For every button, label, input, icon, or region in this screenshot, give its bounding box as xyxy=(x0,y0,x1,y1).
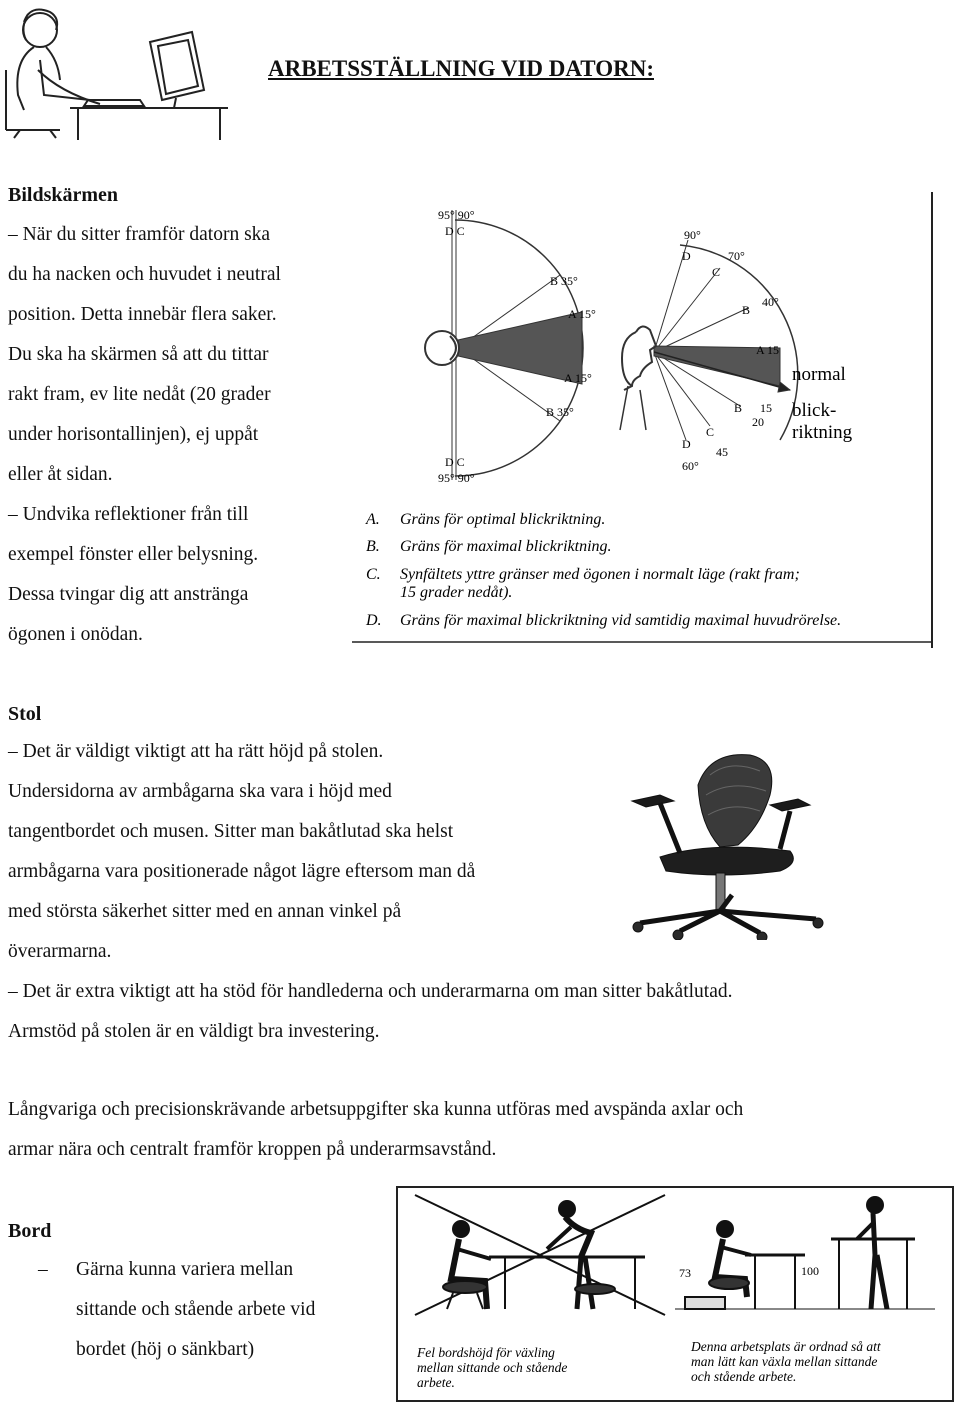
text-line: Långvariga och precisionskrävande arbetsuppgifter ska kunna utföras med avspända axlar och xyxy=(8,1099,744,1120)
label-73: 73 xyxy=(679,1266,691,1280)
label-60-side: 60° xyxy=(682,459,699,473)
text-line: tangentbordet och musen. Sitter man bakåtlutad ska helst xyxy=(8,821,454,842)
label-a15-bot: A 15° xyxy=(564,371,592,385)
legend-text-c2: 15 grader nedåt). xyxy=(400,584,513,601)
text-line: under horisontallinjen), ej uppåt xyxy=(8,424,259,445)
bord-dash: – xyxy=(38,1259,48,1280)
text-line: – Undvika reflektioner från till xyxy=(8,504,249,525)
page-title: ARBETSSTÄLLNING VID DATORN: xyxy=(268,56,654,81)
bildskarmen-text xyxy=(8,215,281,655)
text-line: ögonen i onödan. xyxy=(8,624,143,645)
text-line: position. Detta innebär flera saker. xyxy=(8,304,277,325)
label-95-90-bot: 95° 90° xyxy=(438,471,475,485)
caption-right-line1: Denna arbetsplats är ordnad så att xyxy=(691,1339,881,1354)
label-b35-bot: B 35° xyxy=(546,405,574,419)
legend-text-a: Gräns för optimal blickriktning. xyxy=(400,511,606,528)
text-line: – När du sitter framför datorn ska xyxy=(8,224,271,245)
text-line: Gärna kunna variera mellan xyxy=(76,1259,294,1280)
label-20-side: 20 xyxy=(752,415,764,429)
text-line: eller åt sidan. xyxy=(8,464,113,485)
caption-left-line1: Fel bordshöjd för växling xyxy=(417,1345,555,1360)
label-70-side: 70° xyxy=(728,249,745,263)
label-d-top-side: D xyxy=(682,249,691,263)
text-line: Du ska ha skärmen så att du tittar xyxy=(8,344,269,365)
caption-right-line2: man lätt kan växla mellan sittande xyxy=(691,1354,878,1369)
office-chair-image xyxy=(620,745,900,940)
label-a15-side: A 15 xyxy=(756,343,780,357)
person-at-computer-illustration xyxy=(0,0,240,140)
text-line: – Det är väldigt viktigt att ha rätt höjd på stolen. xyxy=(8,741,384,762)
text-line: du ha nacken och huvudet i neutral xyxy=(8,264,281,285)
label-dc-bot: D C xyxy=(445,455,465,469)
legend-text-c: Synfältets yttre gränser med ögonen i normalt läge (rakt fram; xyxy=(400,566,800,583)
label-dc-top: D C xyxy=(445,224,465,238)
text-line: armbågarna vara positionerade något lägre eftersom man då xyxy=(8,861,476,882)
text-line: armar nära och centralt framför kroppen på underarmsavstånd. xyxy=(8,1139,497,1160)
caption-left-line2: mellan sittande och stående xyxy=(417,1360,568,1375)
label-40-side: 40° xyxy=(762,295,779,309)
label-45-side: 45 xyxy=(716,445,728,459)
label-90-side: 90° xyxy=(684,228,701,242)
text-line: Dessa tvingar dig att anstränga xyxy=(8,584,249,605)
text-line: – Det är extra viktigt att ha stöd för handlederna och underarmarna om man sitter bakåtlutad. xyxy=(8,981,733,1002)
label-100: 100 xyxy=(801,1264,819,1278)
label-riktning: riktning xyxy=(792,422,853,443)
section-heading-stol: Stol xyxy=(8,703,42,725)
section-heading-bildskarmen: Bildskärmen xyxy=(8,184,119,206)
label-normal: normal xyxy=(792,364,846,385)
text-line: Undersidorna av armbågarna ska vara i höjd med xyxy=(8,781,392,802)
text-line: exempel fönster eller belysning. xyxy=(8,544,259,565)
top-view-diagram xyxy=(425,210,583,480)
legend-key-d: D. xyxy=(366,612,382,629)
legend-text-b: Gräns för maximal blickriktning. xyxy=(400,538,612,555)
text-line: med största säkerhet sitter med en annan vinkel på xyxy=(8,901,402,922)
label-d-bot-side: D xyxy=(682,437,691,451)
desk-height-figure xyxy=(395,1185,957,1405)
label-c-top-side: C xyxy=(712,265,721,279)
text-line: rakt fram, ev lite nedåt (20 grader xyxy=(8,384,271,405)
caption-right-line3: och stående arbete. xyxy=(691,1369,797,1384)
label-blick: blick- xyxy=(792,400,837,421)
label-c-bot-side: C xyxy=(706,425,715,439)
vision-legend xyxy=(365,511,841,629)
text-line: Armstöd på stolen är en väldigt bra investering. xyxy=(8,1021,380,1042)
vision-field-diagram xyxy=(350,190,940,650)
legend-key-b: B. xyxy=(366,538,380,555)
text-line: sittande och stående arbete vid xyxy=(76,1299,316,1320)
label-95-90-top: 95° 90° xyxy=(438,208,475,222)
label-15-side: 15 xyxy=(760,401,772,415)
label-b-top-side: B xyxy=(742,303,751,317)
label-b35-top: B 35° xyxy=(550,274,578,288)
label-a15-top: A 15° xyxy=(568,307,596,321)
caption-left-line3: arbete. xyxy=(417,1375,455,1390)
text-line: bordet (höj o sänkbart) xyxy=(76,1339,255,1360)
text-line: överarmarna. xyxy=(8,941,112,962)
section-heading-bord: Bord xyxy=(8,1220,52,1242)
legend-key-c: C. xyxy=(366,566,381,583)
langvariga-text xyxy=(8,1090,743,1170)
bord-text xyxy=(76,1250,315,1370)
legend-text-d: Gräns för maximal blickriktning vid samtidig maximal huvudrörelse. xyxy=(400,612,842,629)
legend-key-a: A. xyxy=(366,511,380,528)
label-b-bot-side: B xyxy=(734,401,743,415)
